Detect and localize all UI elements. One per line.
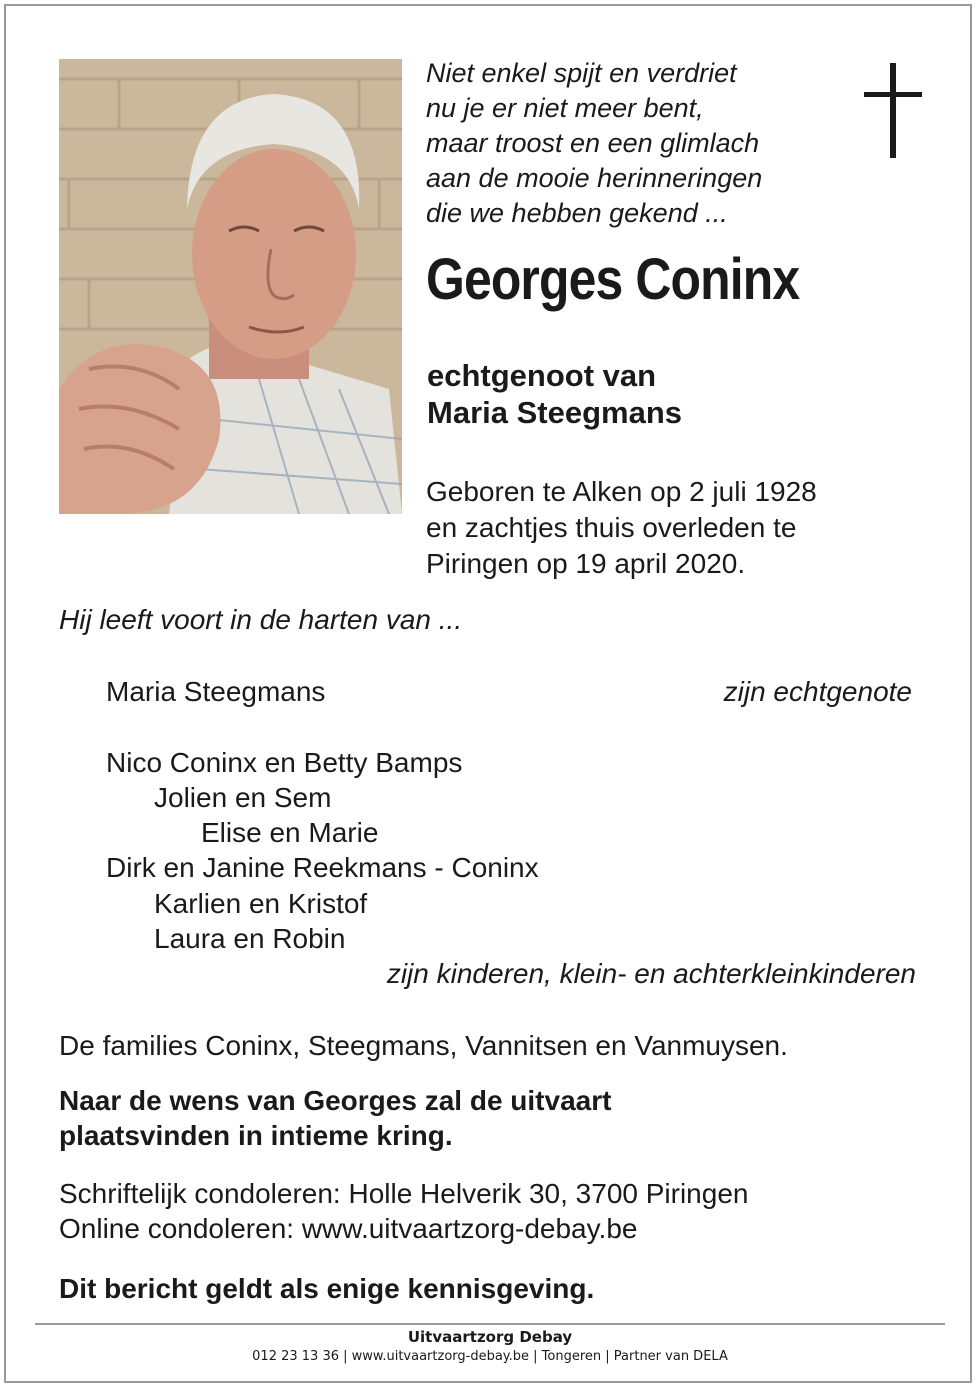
family-member: Elise en Marie: [201, 817, 379, 848]
family-member: Jolien en Sem: [154, 782, 332, 813]
family-member: Karlien en Kristof: [154, 888, 368, 919]
funeral-wish-line: plaatsvinden in intieme kring.: [59, 1120, 453, 1151]
birth-death-line: Geboren te Alken op 2 juli 1928: [426, 476, 817, 507]
portrait-photo: [59, 59, 402, 514]
funeral-wish-line: Naar de wens van Georges zal de uitvaart: [59, 1085, 612, 1116]
poem: [426, 56, 762, 231]
mourner-spouse-name: Maria Steegmans: [106, 676, 326, 707]
mourners-intro: Hij leeft voort in de harten van ...: [59, 604, 463, 635]
poem-line: nu je er niet meer bent,: [426, 93, 704, 123]
birth-death-line: en zachtjes thuis overleden te: [426, 512, 797, 543]
spouse-block: [427, 357, 682, 431]
spouse-relation: echtgenoot van: [427, 358, 657, 393]
family-member: Dirk en Janine Reekmans - Coninx: [106, 852, 539, 883]
written-condolences: Schriftelijk condoleren: Holle Helverik 30, 3700 Piringen: [59, 1178, 749, 1209]
cross-icon: [864, 63, 922, 158]
family-member: Nico Coninx en Betty Bamps: [106, 747, 463, 778]
mourner-spouse-role: zijn echtgenote: [723, 676, 912, 707]
spouse-name: Maria Steegmans: [427, 395, 682, 430]
notice-line: Dit bericht geldt als enige kennisgeving.: [59, 1273, 595, 1304]
poem-line: maar troost en een glimlach: [426, 128, 760, 158]
online-condolences: Online condoleren: www.uitvaartzorg-debay.be: [59, 1213, 638, 1244]
poem-line: die we hebben gekend ...: [426, 198, 728, 228]
footer-company: Uitvaartzorg Debay: [407, 1328, 573, 1346]
poem-line: Niet enkel spijt en verdriet: [426, 58, 737, 88]
family-role: zijn kinderen, klein- en achterkleinkinderen: [386, 958, 916, 989]
birth-death-line: Piringen op 19 april 2020.: [426, 548, 746, 579]
birth-death-block: [426, 474, 817, 582]
poem-line: aan de mooie herinneringen: [426, 163, 763, 193]
footer-divider: [35, 1323, 945, 1325]
families-line: De families Coninx, Steegmans, Vannitsen en Vanmuysen.: [59, 1030, 788, 1061]
deceased-name: Georges Coninx: [426, 247, 800, 312]
family-member: Laura en Robin: [154, 923, 346, 954]
footer-contact: 012 23 13 36 | www.uitvaartzorg-debay.be | Tongeren | Partner van DELA: [252, 1349, 728, 1364]
portrait-illustration: [59, 59, 402, 514]
